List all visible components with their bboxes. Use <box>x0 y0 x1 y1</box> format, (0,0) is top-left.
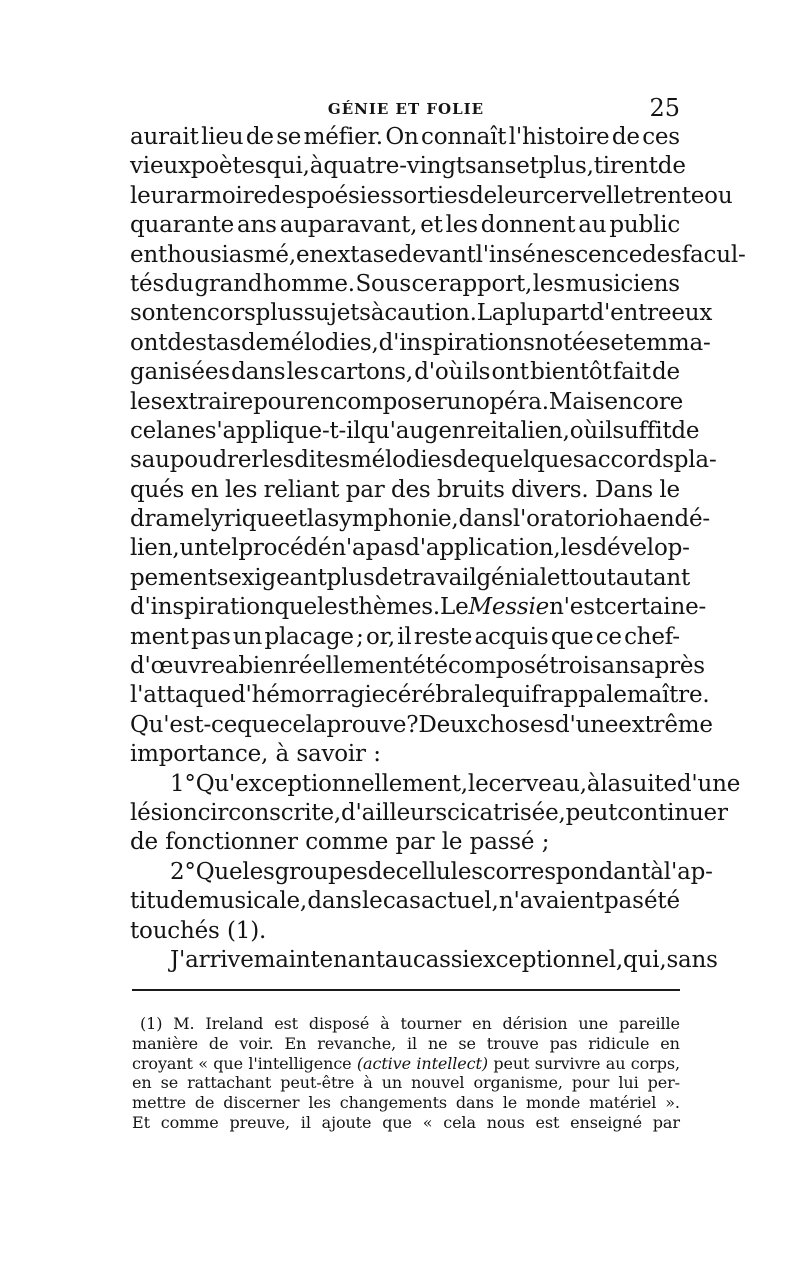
running-title: GÉNIE ET FOLIE <box>327 100 485 118</box>
footnote-line: Et comme preuve, il ajoute que « cela nous est enseigné par <box>132 1112 680 1132</box>
text-line: saupoudrer lesdites mélodies de quelques accords pla- <box>130 447 717 474</box>
text-line: ganisées dans les cartons, d'où ils ont bientôt fait de <box>130 359 680 386</box>
text-line: 2° Que les groupes de cellules correspondant à l'ap- <box>170 858 713 885</box>
text-line: lien, un tel procédé n'a pas d'application, les dévelop- <box>130 535 690 562</box>
text-line: 1° Qu'exceptionnellement, le cerveau, à la suite d'une <box>170 770 741 797</box>
text-line: J'arrive maintenant au cas si exceptionnel, qui, sans <box>170 946 718 973</box>
text-line: titude musicale, dans le cas actuel, n'avaient pas été <box>130 888 680 915</box>
text-line: l'attaque d'hémorragie cérébrale qui frappa le maître. <box>130 682 710 709</box>
footnote-line: (1) M. Ireland est disposé à tourner en dérision une pareille <box>140 1014 680 1033</box>
text-line: drame lyrique et la symphonie, dans l'oratorio haendé- <box>130 506 710 533</box>
running-head <box>132 94 680 122</box>
text-line: d'inspiration que les thèmes. Le Messie n'est certaine- <box>130 594 707 621</box>
footnote-line: manière de voir. En revanche, il ne se trouve pas ridicule en <box>132 1033 680 1053</box>
body-text <box>130 123 746 975</box>
footnotes <box>132 1014 680 1133</box>
text-line: leur armoire des poésies sorties de leur cervelle trente ou <box>130 182 733 209</box>
text-line: sont encors plus sujets à caution. La plupart d'entre eux <box>130 300 713 327</box>
text-line: aurait lieu de se méfier. On connaît l'histoire de ces <box>130 124 680 150</box>
footnote-rule <box>132 989 680 991</box>
text-line: touchés (1). <box>130 917 267 944</box>
footnote-line: croyant « que l'intelligence (active intellect) peut survivre au corps, <box>132 1053 680 1073</box>
text-line: de fonctionner comme par le passé ; <box>130 829 550 856</box>
text-line: importance, à savoir : <box>130 741 381 768</box>
text-line: lésion circonscrite, d'ailleurs cicatrisée, peut continuer <box>130 799 728 826</box>
page-number: 25 <box>649 94 680 122</box>
text-line: cela ne s'applique-t-il qu'au genre italien, où il suffit de <box>130 417 700 444</box>
text-line: pements exigeant plus de travail génial et tout autant <box>130 564 691 591</box>
text-line: qués en les reliant par des bruits divers. Dans le <box>130 476 680 503</box>
text-line: vieux poètes qui, à quatre-vingts ans et plus, tirent de <box>130 153 686 180</box>
footnote-line: en se rattachant peut-être à un nouvel organisme, pour lui per- <box>132 1073 680 1093</box>
text-line: ont des tas de mélodies, d'inspirations notées et emma- <box>130 329 711 356</box>
text-line: enthousiasmé, en extase devant l'insénescence des facul- <box>130 241 746 268</box>
text-line: ment pas un placage ; or, il reste acquis que ce chef- <box>130 623 680 650</box>
text-line: quarante ans auparavant, et les donnent au public <box>130 212 680 239</box>
text-line: tés du grand homme. Sous ce rapport, les musiciens <box>130 270 680 297</box>
text-line: Qu'est-ce que cela prouve ? Deux choses d'une extrême <box>130 711 713 738</box>
text-line: d'œuvre a bien réellement été composé trois ans après <box>130 653 705 680</box>
footnote-line: mettre de discerner les changements dans le monde matériel ». <box>132 1093 680 1113</box>
text-line: les extraire pour en composer un opéra. Mais encore <box>130 388 684 415</box>
